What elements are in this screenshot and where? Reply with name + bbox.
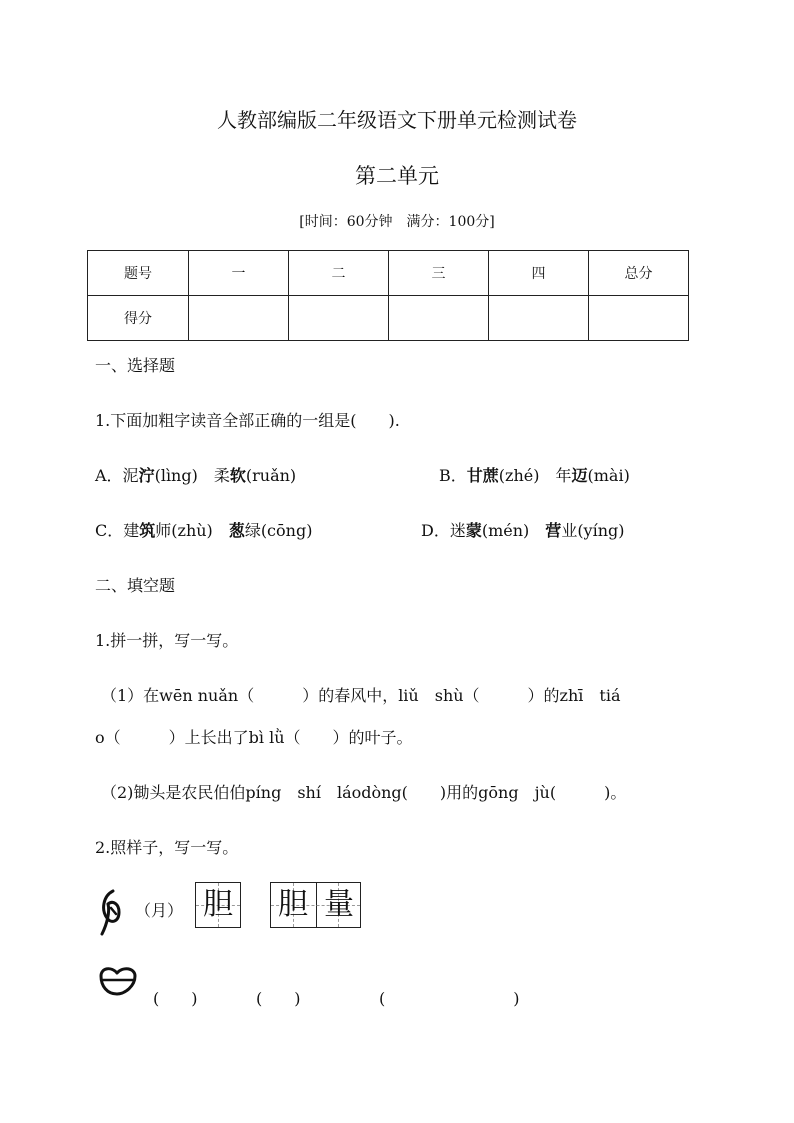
option-a-pinyin-2: (ruǎn) (245, 466, 297, 485)
question-1-1: 1.下面加粗字读音全部正确的一组是( ). (95, 411, 400, 430)
option-a-bold-2: 软 (229, 466, 246, 485)
option-d[interactable] (421, 518, 625, 541)
heart-glyph-icon (95, 964, 141, 1000)
option-b[interactable] (439, 463, 630, 486)
option-d-prefix: D．迷 (421, 521, 466, 540)
option-c-bold-1: 筑 (139, 521, 156, 540)
option-c-pinyin-1: 师(zhù) (155, 521, 229, 540)
question-2-1-line-3: （2)锄头是农民伯伯píng shí láodòng( )用的gōng jù( )。 (101, 783, 627, 802)
unit-subtitle: 第二单元 (355, 164, 439, 188)
option-a[interactable] (95, 463, 296, 486)
answer-blank-char[interactable]: ( ) (256, 989, 301, 1008)
score-row-label: 得分 (88, 296, 189, 341)
example-char-box (195, 882, 241, 928)
question-2-2: 2.照样子，写一写。 (95, 838, 239, 857)
score-cell[interactable] (289, 296, 389, 341)
question-2-1: 1.拼一拼，写一写。 (95, 631, 239, 650)
score-header-cell: 一 (189, 251, 289, 296)
option-b-bold-2: 迈 (571, 466, 588, 485)
score-header-cell: 四 (489, 251, 589, 296)
answer-blank-radical[interactable]: ( ) (153, 989, 198, 1008)
example-word-box (270, 882, 361, 928)
score-cell[interactable] (389, 296, 489, 341)
option-b-pinyin-1: (zhé) 年 (498, 466, 572, 485)
question-2-1-line-1: （1）在wēn nuǎn（ ）的春风中，liǔ shù（ ）的zhī tiá (101, 686, 621, 705)
example-word-char-1: 胆 (278, 887, 308, 922)
option-d-bold-1: 蒙 (465, 521, 482, 540)
option-d-pinyin-1: (mén) (481, 521, 546, 540)
score-header-cell: 二 (289, 251, 389, 296)
score-cell[interactable] (489, 296, 589, 341)
score-header-cell: 三 (389, 251, 489, 296)
option-b-pinyin-2: (mài) (587, 466, 630, 485)
score-header-cell: 题号 (88, 251, 189, 296)
score-table-score-row (88, 296, 689, 341)
option-c[interactable] (95, 518, 312, 541)
score-table-header-row (88, 251, 689, 296)
score-cell[interactable] (189, 296, 289, 341)
exam-meta: [时间：60分钟 满分：100分] (299, 214, 495, 230)
option-d-bold-2: 营 (545, 521, 562, 540)
example-radical: （月） (135, 901, 184, 920)
score-header-cell: 总分 (589, 251, 689, 296)
moon-glyph-icon (97, 888, 127, 938)
page-title: 人教部编版二年级语文下册单元检测试卷 (217, 108, 577, 132)
example-char: 胆 (203, 887, 233, 922)
section-heading-choice: 一、选择题 (95, 356, 176, 375)
option-b-prefix: B． (439, 466, 467, 485)
option-c-pinyin-2: 绿(cōng) (244, 521, 313, 540)
section-heading-fill: 二、填空题 (95, 576, 176, 595)
option-c-bold-2: 葱 (228, 521, 245, 540)
option-c-prefix: C．建 (95, 521, 140, 540)
option-a-bold-1: 泞 (138, 466, 155, 485)
option-a-pinyin-1: (lìng) 柔 (154, 466, 230, 485)
score-table (87, 250, 689, 341)
question-2-1-line-2: o（ ）上长出了bì lǜ（ ）的叶子。 (95, 728, 413, 747)
option-a-prefix: A．泥 (95, 466, 139, 485)
example-word-char-2: 量 (324, 887, 354, 922)
answer-blank-word[interactable]: ( ) (379, 989, 520, 1008)
score-cell[interactable] (589, 296, 689, 341)
option-b-bold-1: 甘蔗 (466, 466, 499, 485)
option-d-pinyin-2: 业(yíng) (561, 521, 625, 540)
